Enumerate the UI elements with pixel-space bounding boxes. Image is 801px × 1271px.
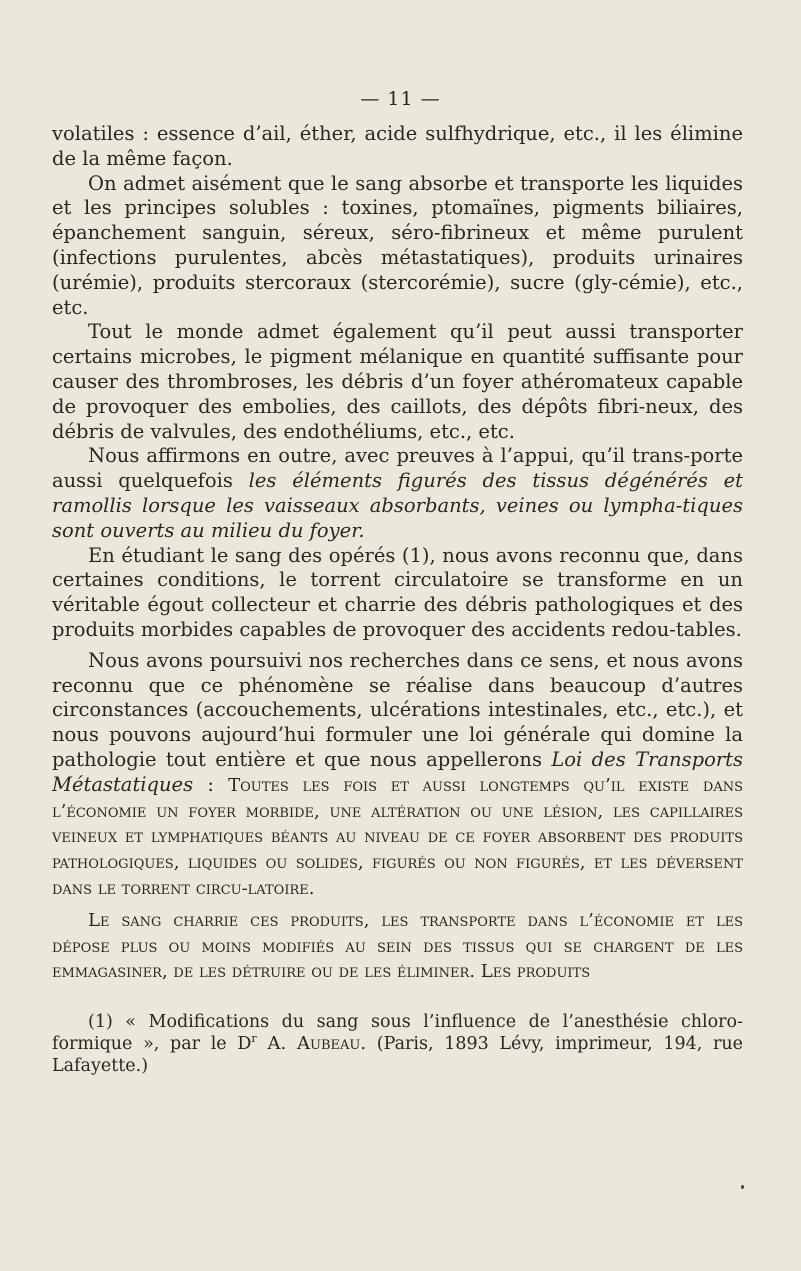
footnote-text: (1) « Modifications du sang sous l’influence de l’anesthésie chloro-formique », par le D: [52, 1012, 743, 1055]
page-number: — 11 —: [360, 88, 441, 110]
ink-speck: [741, 1185, 744, 1189]
paragraph-5: En étudiant le sang des opérés (1), nous avons reconnu que, dans certaines conditions, le torrent circulatoire se transforme en un véritable égout collecteur et charrie des débris pathologiques et des produits morbides capables de provoquer des accidents redou-tables.: [52, 543, 743, 641]
paragraph-4-text: Nous affirmons en outre, avec preuves à l’appui, qu’il trans-porte aussi quelquefois: [52, 444, 743, 493]
paragraph-2: On admet aisément que le sang absorbe et transporte les liquides et les principes solubles : toxines, ptomaïnes, pigments biliaires, épanchement sanguin, séreux, séro-fibrineux et même purulent (infections purulentes, abcès métastatiques), produits urinaires (urémie), produits stercoraux (stercorémie), sucre (gly-cémie), etc., etc.: [52, 171, 743, 319]
footnote-superscript: r: [251, 1032, 257, 1046]
body-text: [52, 122, 743, 985]
paragraph-1: volatiles : essence d’ail, éther, acide sulfhydrique, etc., il les élimine de la même façon.: [52, 122, 743, 170]
paragraph-6-separator: :: [193, 772, 229, 796]
paragraph-3: Tout le monde admet également qu’il peut aussi transporter certains microbes, le pigment mélanique en quantité suffisante pour causer des thrombroses, les débris d’un foyer athéromateux capable de provoquer des embolies, des caillots, des dépôts fibri-neux, des débris de valvules, des endothéliums, etc., etc.: [52, 320, 743, 443]
paragraph-4-italic: les éléments figurés des tissus dégénérés et ramollis lorsque les vaisseaux absorbants, veines ou lympha-tiques sont ouverts au milieu du foyer.: [52, 469, 744, 542]
paragraph-6-text: Nous avons poursuivi nos recherches dans ce sens, et nous avons reconnu que ce phénomène se réalise dans beaucoup d’autres circonstances (accouchements, ulcérations intestinales, etc., etc.), et nous pouvons aujourd’hui formuler une loi générale qui domine la pathologie tout entière et que nous appellerons: [52, 648, 743, 771]
law-title: Loi des Transports Métastatiques: [52, 747, 744, 796]
law-statement: Toutes les fois et aussi longtemps qu’il existe dans l’économie un foyer morbide, une altération ou une lésion, les capillaires veineux et lymphatiques béants au niveau de ce foyer absorbent des produits pathologiques, liquides ou solides, figurés ou non figurés, et les déversent dans le torrent circu-latoire.: [52, 774, 744, 899]
paragraph-7: [52, 908, 743, 985]
paragraph-6: [52, 649, 743, 902]
footnote-publisher: (Paris, 1893 Lévy, imprimeur, 194, rue Lafayette.): [52, 1034, 744, 1077]
paragraph-4: [52, 444, 743, 543]
footnote-author: A. Aubeau.: [256, 1033, 367, 1055]
law-statement-continued: Le sang charrie ces produits, les transporte dans l’économie et les dépose plus ou moins modifiés au sein des tissus qui se chargent de les emmagasiner, de les détruire ou de les éliminer. Les produits: [52, 909, 743, 983]
footnote: [52, 1011, 743, 1077]
